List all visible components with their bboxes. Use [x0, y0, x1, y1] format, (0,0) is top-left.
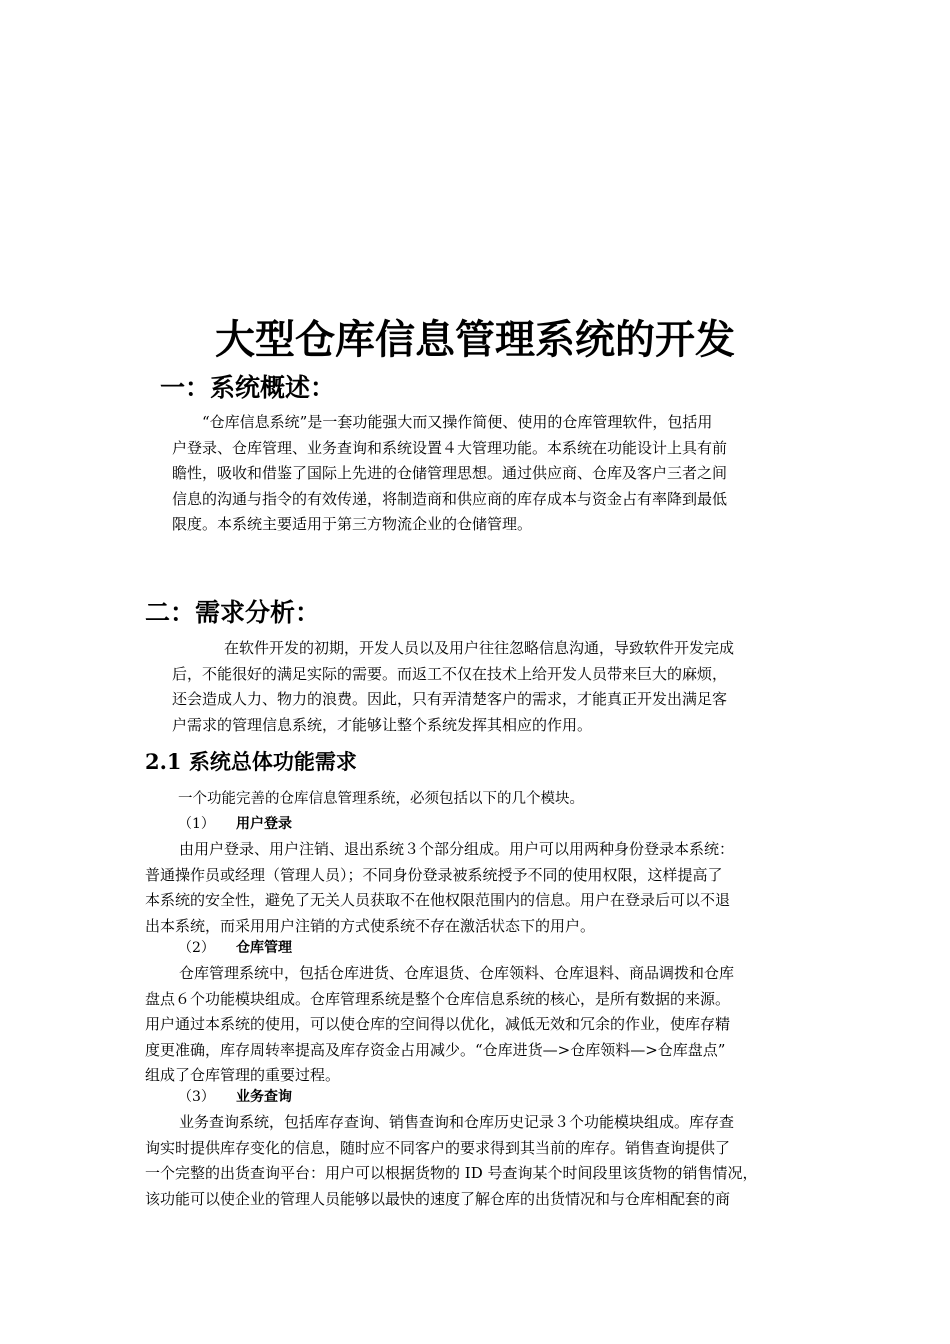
intro-line: 一个功能完善的仓库信息管理系统，必须包括以下的几个模块。 [178, 791, 584, 807]
paragraph-line: 一个完整的出货查询平台：用户可以根据货物的 ID 号查询某个时间段里该货物的销售情况， [145, 1164, 758, 1182]
item-label: 仓库管理 [236, 940, 292, 956]
item1-paragraph [145, 837, 734, 939]
item2-paragraph [145, 961, 734, 1089]
paragraph-line: 业务查询系统，包括库存查询、销售查询和仓库历史记录３个功能模块组成。库存查 [179, 1113, 735, 1131]
paragraph-line: “仓库信息系统”是一套功能强大而又操作简便、使用的仓库管理软件，包括用 [202, 413, 713, 431]
item-number: （2） [178, 940, 215, 956]
paragraph-line: 组成了仓库管理的重要过程。 [145, 1066, 341, 1084]
paragraph-line: 由用户登录、用户注销、退出系统３个部分组成。用户可以用两种身份登录本系统： [179, 840, 735, 858]
item3-paragraph [145, 1110, 758, 1212]
paragraph-line: 普通操作员或经理（管理人员）；不同身份登录被系统授予不同的使用权限，这样提高了 [145, 865, 723, 884]
paragraph-line: 盘点６个功能模块组成。仓库管理系统是整个仓库信息系统的核心，是所有数据的来源。 [145, 989, 731, 1008]
paragraph-line: 本系统的安全性，避免了无关人员获取不在他权限范围内的信息。用户在登录后可以不退 [145, 891, 731, 909]
section2-paragraph [172, 636, 734, 738]
paragraph-line: 询实时提供库存变化的信息，随时应不同客户的要求得到其当前的库存。销售查询提供了 [145, 1138, 731, 1157]
item-number: （1） [178, 816, 215, 832]
document-title: 大型仓库信息管理系统的开发 [215, 317, 735, 363]
section1-heading: 一：系统概述： [160, 373, 336, 402]
paragraph-line: 用户通过本系统的使用，可以使仓库的空间得以优化，减低无效和冗余的作业，使库存精 [145, 1015, 731, 1033]
item-label: 用户登录 [236, 816, 292, 832]
paragraph-line: 在软件开发的初期，开发人员以及用户往往忽略信息沟通，导致软件开发完成 [224, 639, 735, 657]
section21-heading: 2.1 系统总体功能需求 [145, 749, 357, 774]
item2-heading [178, 937, 292, 959]
paragraph-line: 该功能可以使企业的管理人员能够以最快的速度了解仓库的出货情况和与仓库相配套的商 [145, 1189, 731, 1208]
paragraph-line: 度更准确，库存周转率提高及库存资金占用减少。“仓库进货—>仓库领料—>仓库盘点” [145, 1040, 726, 1059]
item-number: （3） [178, 1089, 215, 1105]
paragraph-line: 户登录、仓库管理、业务查询和系统设置４大管理功能。本系统在功能设计上具有前 [172, 438, 728, 457]
section1-paragraph [172, 410, 727, 538]
section2-heading: 二：需求分析： [145, 598, 321, 627]
item-label: 业务查询 [236, 1089, 292, 1105]
paragraph-line: 信息的沟通与指令的有效传递，将制造商和供应商的库存成本与资金占有率降到最低 [172, 489, 728, 508]
paragraph-line: 还会造成人力、物力的浪费。因此，只有弄清楚客户的需求，才能真正开发出满足客 [172, 690, 728, 708]
paragraph-line: 出本系统，而采用用户注销的方式使系统不存在激活状态下的用户。 [145, 916, 596, 935]
paragraph-line: 后，不能很好的满足实际的需要。而返工不仅在技术上给开发人员带来巨大的麻烦， [172, 664, 728, 683]
paragraph-line: 限度。本系统主要适用于第三方物流企业的仓储管理。 [172, 515, 533, 533]
paragraph-line: 户需求的管理信息系统，才能够让整个系统发挥其相应的作用。 [172, 715, 593, 734]
paragraph-line: 仓库管理系统中，包括仓库进货、仓库退货、仓库领料、仓库退料、商品调拨和仓库 [179, 964, 735, 982]
section21-intro [178, 787, 584, 813]
item1-heading [178, 813, 292, 835]
paragraph-line: 瞻性，吸收和借鉴了国际上先进的仓储管理思想。通过供应商、仓库及客户三者之间 [172, 464, 728, 482]
item3-heading [178, 1086, 292, 1108]
